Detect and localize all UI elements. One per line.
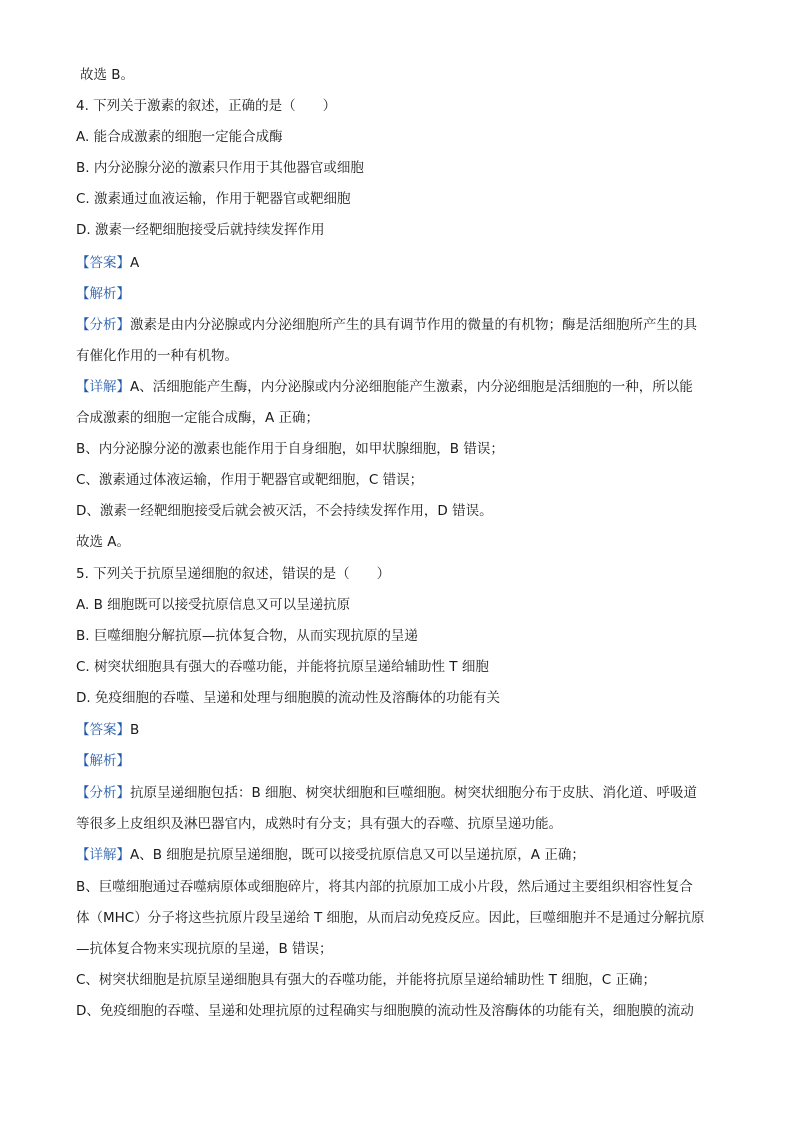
- text-line: 有催化作用的一种有机物。: [76, 348, 238, 364]
- answer-line: 【答案】B: [76, 722, 140, 738]
- fenxi-tag: 【分析】: [76, 317, 130, 333]
- fenxi-tag: 【分析】: [76, 785, 130, 801]
- xiangjie-tag: 【详解】: [76, 847, 130, 863]
- text-line: B、内分泌腺分泌的激素也能作用于自身细胞，如甲状腺细胞，B 错误；: [76, 441, 504, 457]
- text-line: 体（MHC）分子将这些抗原片段呈递给 T 细胞，从而启动免疫反应。因此，巨噬细胞并不是通过分解抗原: [76, 910, 705, 926]
- text-line: 故选 B。: [80, 67, 135, 83]
- xiangjie-tag: 【详解】: [76, 379, 130, 395]
- option-d: D. 激素一经靶细胞接受后就持续发挥作用: [76, 222, 325, 238]
- option-c: C. 树突状细胞具有强大的吞噬功能，并能将抗原呈递给辅助性 T 细胞: [76, 659, 489, 675]
- option-b: B. 巨噬细胞分解抗原—抗体复合物，从而实现抗原的呈递: [76, 628, 418, 644]
- text-line: 合成激素的细胞一定能合成酶，A 正确；: [76, 410, 320, 426]
- text-line: D、激素一经靶细胞接受后就会被灭活，不会持续发挥作用，D 错误。: [76, 503, 493, 519]
- fenxi-line: 【分析】激素是由内分泌腺或内分泌细胞所产生的具有调节作用的微量的有机物；酶是活细胞所产生的具: [76, 317, 697, 333]
- xiangjie-line: 【详解】A、B 细胞是抗原呈递细胞，既可以接受抗原信息又可以呈递抗原，A 正确；: [76, 847, 585, 863]
- option-c: C. 激素通过血液运输，作用于靶器官或靶细胞: [76, 191, 351, 207]
- text-line: B、巨噬细胞通过吞噬病原体或细胞碎片，将其内部的抗原加工成小片段，然后通过主要组织相容性复合: [76, 879, 693, 895]
- analysis-heading: [76, 285, 130, 303]
- answer-line: 【答案】A: [76, 255, 140, 271]
- question-4-stem: 4. 下列关于激素的叙述，正确的是（ ）: [76, 98, 337, 114]
- text-line: 等很多上皮组织及淋巴器官内，成熟时有分支；具有强大的吞噬、抗原呈递功能。: [76, 816, 562, 832]
- option-b: B. 内分泌腺分泌的激素只作用于其他器官或细胞: [76, 160, 364, 176]
- text-line: C、树突状细胞是抗原呈递细胞具有强大的吞噬功能，并能将抗原呈递给辅助性 T 细胞，C 正确；: [76, 972, 656, 988]
- analysis-heading: [76, 752, 130, 770]
- text-line: D、免疫细胞的吞噬、呈递和处理抗原的过程确实与细胞膜的流动性及溶酶体的功能有关，细胞膜的流动: [76, 1003, 694, 1019]
- analysis-tag: 【解析】: [76, 753, 130, 769]
- option-a: A. 能合成激素的细胞一定能合成酶: [76, 129, 283, 145]
- answer-tag: 【答案】: [76, 255, 130, 271]
- answer-tag: 【答案】: [76, 722, 130, 738]
- option-a: A. B 细胞既可以接受抗原信息又可以呈递抗原: [76, 597, 351, 613]
- question-5-stem: 5. 下列关于抗原呈递细胞的叙述，错误的是（ ）: [76, 566, 391, 582]
- fenxi-line: 【分析】抗原呈递细胞包括：B 细胞、树突状细胞和巨噬细胞。树突状细胞分布于皮肤、消化道、呼吸道: [76, 785, 698, 801]
- xiangjie-line: 【详解】A、活细胞能产生酶，内分泌腺或内分泌细胞能产生激素，内分泌细胞是活细胞的一种，所以能: [76, 379, 693, 395]
- text-line: C、激素通过体液运输，作用于靶器官或靶细胞，C 错误；: [76, 472, 424, 488]
- option-d: D. 免疫细胞的吞噬、呈递和处理与细胞膜的流动性及溶酶体的功能有关: [76, 690, 500, 706]
- text-line: 故选 A。: [76, 534, 131, 550]
- text-line: —抗体复合物来实现抗原的呈递，B 错误；: [76, 941, 333, 957]
- analysis-tag: 【解析】: [76, 286, 130, 302]
